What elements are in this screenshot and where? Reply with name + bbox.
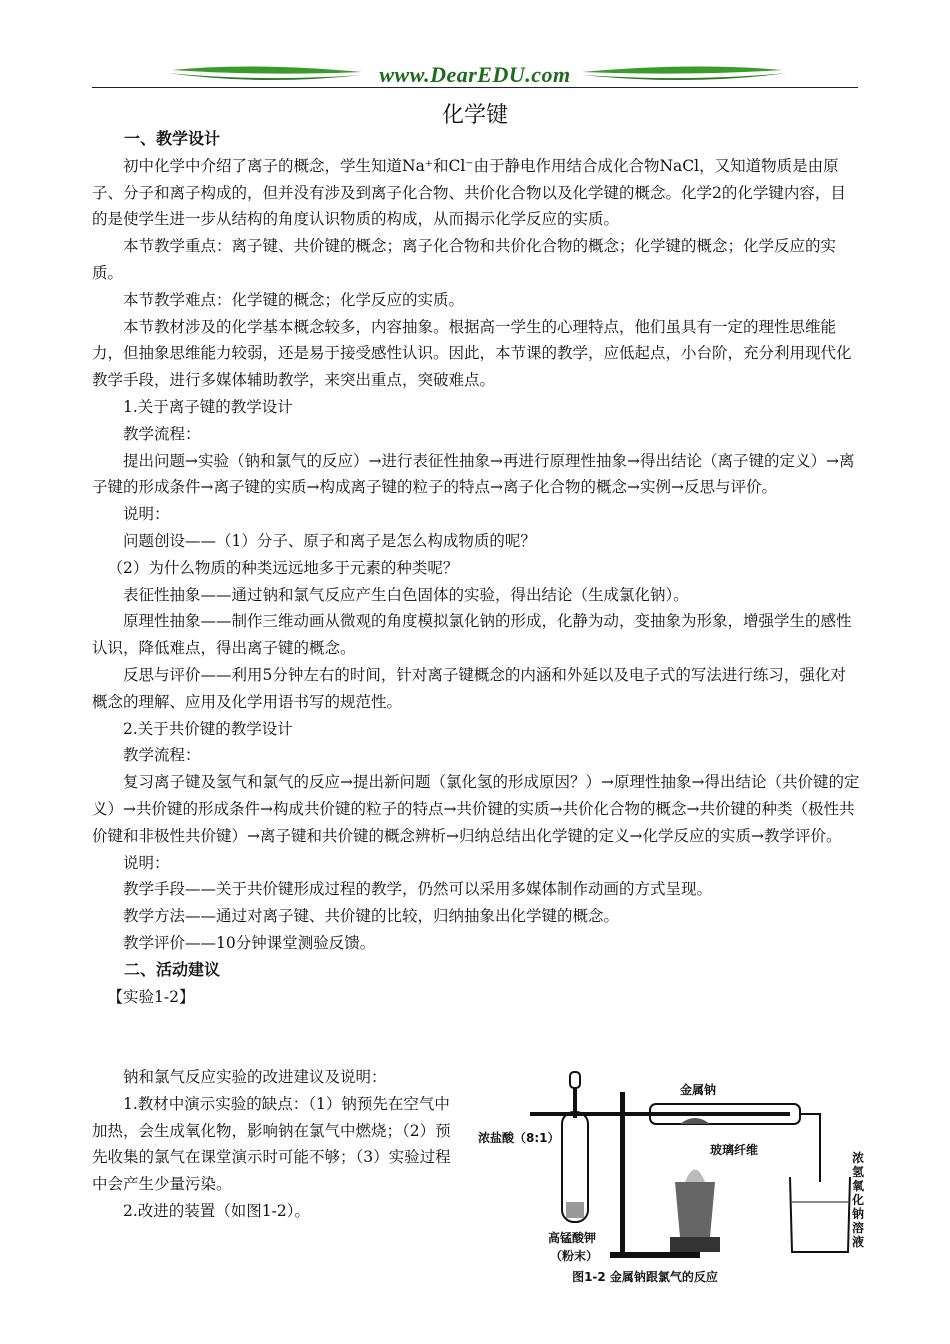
burner-flame: [685, 1170, 705, 1183]
paragraph: 复习离子键及氢气和氯气的反应→提出新问题（氯化氢的形成原因？）→原理性抽象→得出结论（共价键的定义）→共价键的形成条件→构成共价键的粒子的特点→共价键的实质→共价化合物的概念→共价键的种类（极性共价键和非极性共价键）→离子键和共价键的概念辨析→归纳总结出化学键的定义→化学反应的实质→教学评价。: [92, 773, 860, 845]
label-glass-wool: 玻璃纤维: [710, 1143, 759, 1157]
burner-body: [675, 1182, 715, 1237]
funnel-stem: [573, 1088, 577, 1118]
label-kmno4: 高锰酸钾: [548, 1231, 597, 1245]
main-text: [92, 126, 860, 1010]
paragraph: 本节教材涉及的化学基本概念较多，内容抽象。根据高一学生的心理特点，他们虽具有一定的理性思维能力，但抽象思维能力较弱，还是易于接受感性认识。因此，本节课的教学，应低起点，小台阶，充分利用现代化教学手段，进行多媒体辅助教学，来突出重点，突破难点。: [92, 317, 852, 390]
paragraph: 提出问题→实验（钠和氯气的反应）→进行表征性抽象→再进行原理性抽象→得出结论（离子键的定义）→离子键的形成条件→离子键的实质→构成离子键的粒子的特点→离子化合物的概念→实例→反思与评价。: [92, 451, 855, 497]
paragraph: 说明：: [123, 505, 170, 524]
label-sodium: 金属钠: [680, 1083, 717, 1097]
stand-base: [610, 1252, 700, 1258]
header-rule: [92, 87, 858, 88]
paragraph: （2）为什么物质的种类远远地多于元素的种类呢？: [107, 558, 459, 577]
banner-site-name[interactable]: www.DearEDU.com: [379, 62, 571, 87]
burner-base: [670, 1237, 720, 1252]
experiment-label: 【实验1-2】: [107, 987, 195, 1006]
label-naoh-6: 溶: [852, 1221, 865, 1235]
paragraph: 原理性抽象——制作三维动画从微观的角度模拟氯化钠的形成，化静为动，变抽象为形象，增强学生的感性认识，降低难点，得出离子键的概念。: [92, 612, 852, 658]
label-naoh-5: 钠: [852, 1207, 865, 1221]
document-title: 化学键: [441, 103, 508, 128]
experiment-text: [92, 1064, 464, 1225]
label-naoh-2: 氢: [852, 1165, 865, 1179]
paragraph: 教学评价——10分钟课堂测验反馈。: [123, 933, 376, 952]
subheading: 1.关于离子键的教学设计: [123, 397, 293, 416]
label-hcl: 浓盐酸（8:1）: [478, 1131, 560, 1145]
label-powder: （粉末）: [550, 1249, 599, 1263]
paragraph: 钠和氯气反应实验的改进建议及说明：: [123, 1068, 387, 1086]
paragraph: 初中化学中介绍了离子的概念，学生知道Na⁺和Cl⁻由于静电作用结合成化合物NaCl，又知道物质是由原子、分子和离子构成的，但并没有涉及到离子化合物、共价化合物以及化学键的概念。化学2的化学键内容，目的是使学生进一步从结构的角度认识物质的构成，从而揭示化学反应的实质。: [92, 156, 846, 229]
paragraph: 1.教材中演示实验的缺点：（1）钠预先在空气中加热，会生成氧化物，影响钠在氯气中燃烧；（2）预先收集的氯气在课堂演示时可能不够；（3）实验过程中会产生少量污染。: [92, 1094, 451, 1194]
paragraph: 反思与评价——利用5分钟左右的时间，针对离子键概念的内涵和外延以及电子式的写法进行练习，强化对概念的理解、应用及化学用语书写的规范性。: [92, 665, 846, 711]
paragraph: 表征性抽象——通过钠和氯气反应产生白色固体的实验，得出结论（生成氯化钠）。: [123, 585, 689, 604]
subheading: 2.关于共价键的教学设计: [123, 719, 293, 738]
beaker: [790, 1177, 850, 1252]
paragraph: 教学方法——通过对离子键、共价键的比较，归纳抽象出化学键的概念。: [123, 907, 620, 926]
paragraph: 教学流程：: [123, 424, 201, 443]
paragraph: 说明：: [123, 853, 170, 872]
kmno4-powder: [566, 1202, 584, 1218]
exit-tube: [800, 1114, 820, 1182]
label-naoh-4: 化: [852, 1193, 865, 1207]
funnel-bulb: [570, 1072, 580, 1088]
figure-caption: 图1-2 金属钠跟氯气的反应: [572, 1270, 718, 1284]
paragraph: 问题创设——（1）分子、原子和离子是怎么构成物质的呢？: [123, 531, 536, 550]
paragraph: 本节教学难点：化学键的概念；化学反应的实质。: [123, 290, 465, 309]
section-heading-design: 一、教学设计: [124, 129, 221, 148]
paragraph: 教学流程：: [123, 746, 201, 765]
apparatus-figure: [470, 1062, 865, 1296]
label-naoh-7: 液: [852, 1235, 865, 1249]
label-naoh-3: 氧: [852, 1179, 865, 1193]
paragraph: 2.改进的装置（如图1-2）。: [123, 1201, 310, 1220]
sodium-sample: [680, 1118, 710, 1124]
label-naoh-1: 浓: [852, 1151, 865, 1165]
paragraph: 教学手段——关于共价键形成过程的教学，仍然可以采用多媒体制作动画的方式呈现。: [123, 880, 713, 899]
paragraph: 本节教学重点：离子键、共价键的概念；离子化合物和共价化合物的概念；化学键的概念；化学反应的实质。: [92, 237, 837, 282]
apparatus-diagram: [470, 1062, 865, 1296]
section-heading-activity: 二、活动建议: [124, 959, 221, 979]
